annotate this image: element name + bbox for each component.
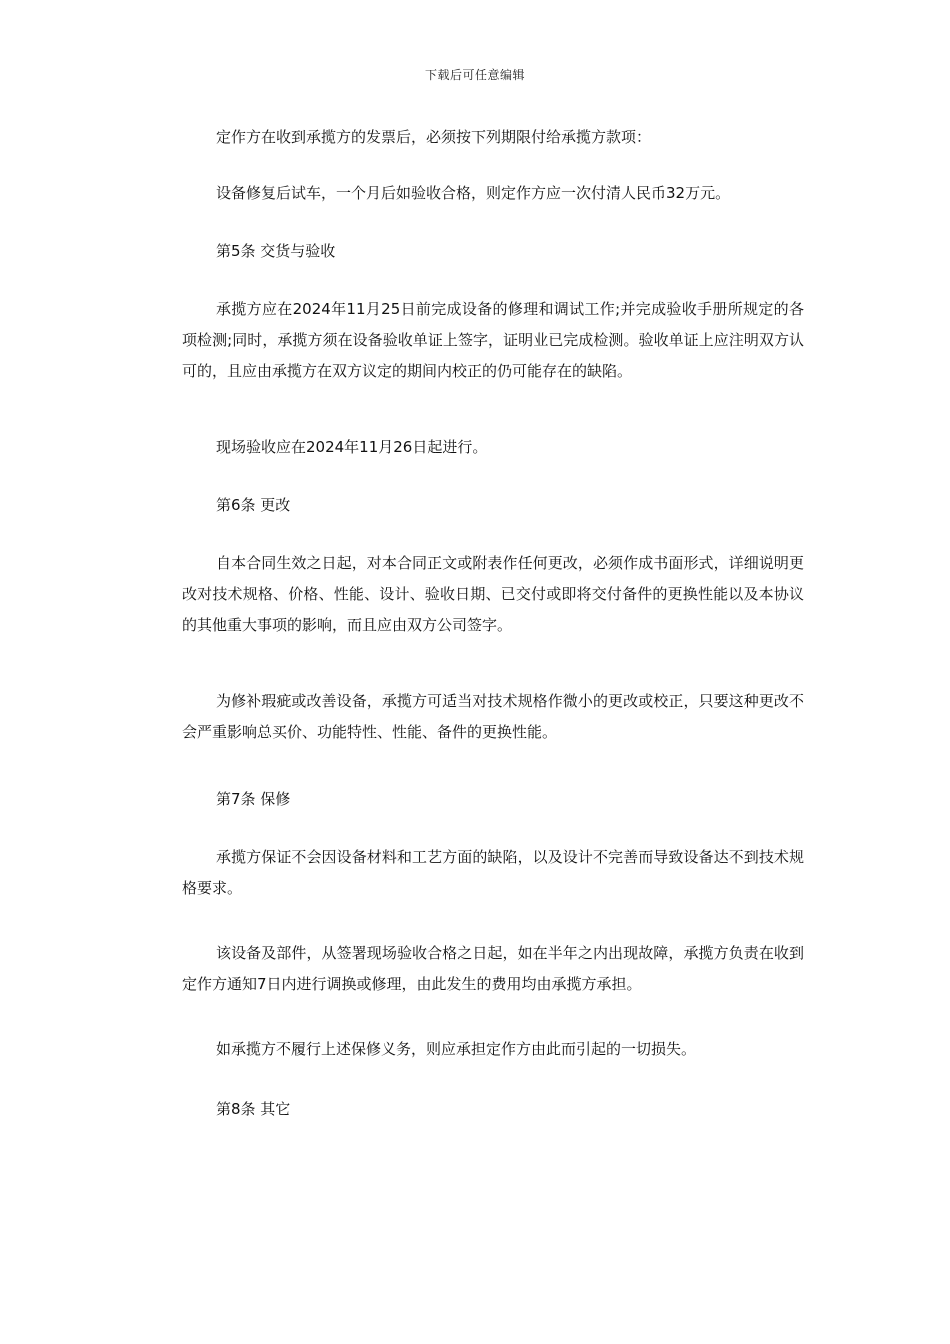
section-heading-7: 第7条 保修	[216, 790, 291, 808]
paragraph-minor-changes: 为修补瑕疵或改善设备，承揽方可适当对技术规格作微小的更改或校正，只要这种更改不会严重影响总买价、功能特性、性能、备件的更换性能。	[182, 692, 804, 741]
section-heading-5: 第5条 交货与验收	[216, 242, 336, 260]
paragraph-payment-amount: 设备修复后试车，一个月后如验收合格，则定作方应一次付清人民币32万元。	[216, 184, 731, 202]
section-heading-6: 第6条 更改	[216, 496, 291, 514]
paragraph-liability: 如承揽方不履行上述保修义务，则应承担定作方由此而引起的一切损失。	[216, 1040, 697, 1058]
paragraph-warranty: 承揽方保证不会因设备材料和工艺方面的缺陷，以及设计不完善而导致设备达不到技术规格要求。	[182, 848, 804, 897]
paragraph-payment-terms: 定作方在收到承揽方的发票后，必须按下列期限付给承揽方款项：	[216, 128, 652, 146]
paragraph-changes: 自本合同生效之日起，对本合同正文或附表作任何更改，必须作成书面形式，详细说明更改对技术规格、价格、性能、设计、验收日期、已交付或即将交付备件的更换性能以及本协议的其他重大事项的影响，而且应由双方公司签字。	[182, 554, 804, 634]
section-heading-8: 第8条 其它	[216, 1100, 291, 1118]
paragraph-delivery: 承揽方应在2024年11月25日前完成设备的修理和调试工作;并完成验收手册所规定的各项检测;同时，承揽方须在设备验收单证上签字，证明业已完成检测。验收单证上应注明双方认可的，且应由承揽方在双方议定的期间内校正的仍可能存在的缺陷。	[182, 300, 804, 380]
paragraph-repair: 该设备及部件，从签署现场验收合格之日起，如在半年之内出现故障，承揽方负责在收到定作方通知7日内进行调换或修理，由此发生的费用均由承揽方承担。	[182, 944, 804, 993]
page-header: 下载后可任意编辑	[424, 68, 525, 82]
paragraph-onsite-acceptance: 现场验收应在2024年11月26日起进行。	[216, 438, 488, 456]
